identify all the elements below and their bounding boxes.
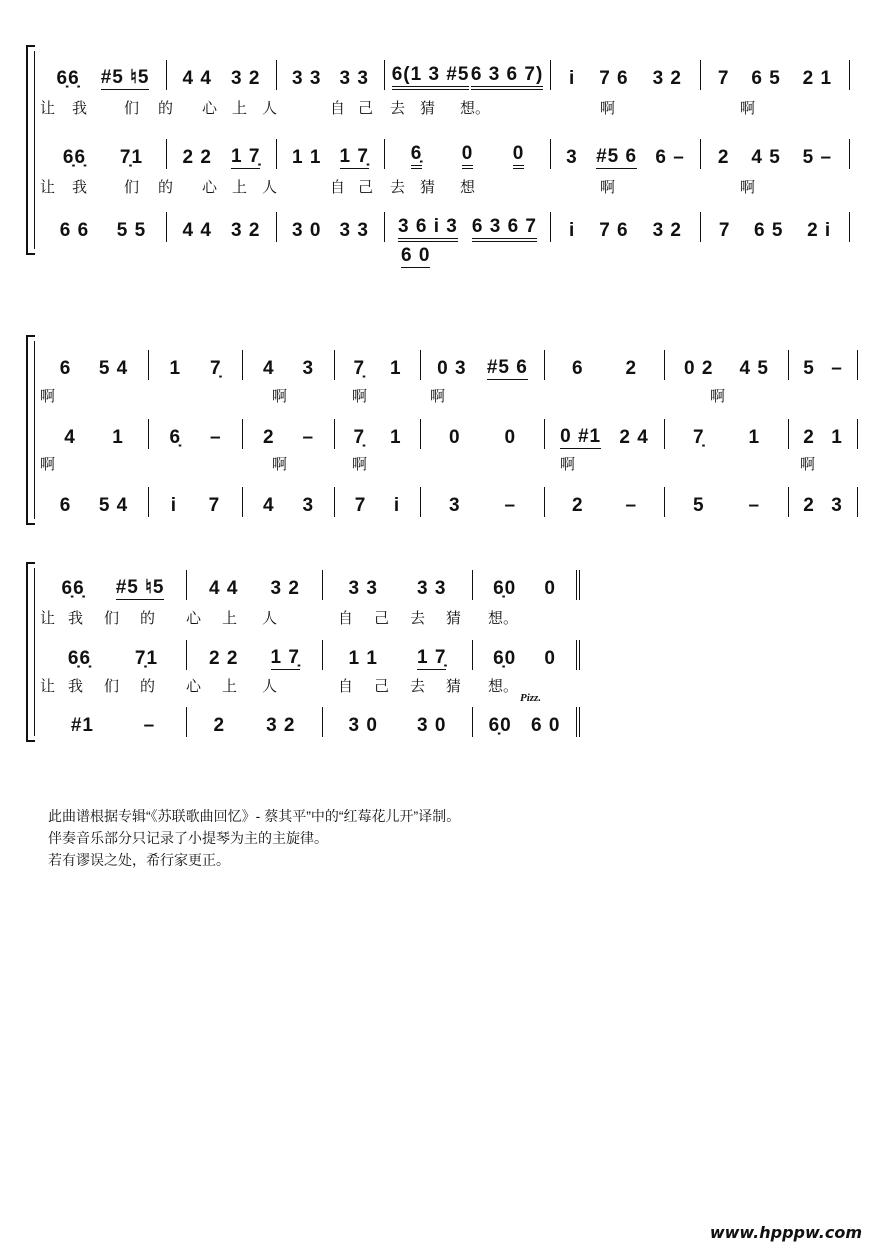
voice-row-2 [40,419,858,449]
measure [40,139,166,169]
measure [384,139,550,169]
lyric-syllable: 啊 [272,456,288,473]
measure [242,350,334,380]
measure [40,640,186,670]
measure [700,60,850,90]
lyric-syllable: 我 [68,678,84,695]
note-group: 6 6 [59,220,90,241]
lyric-syllable: 啊 [352,388,368,405]
note-group: 4 5 [739,358,769,379]
note-group: 4 4 [209,578,239,599]
lyric-syllable: 上 [222,678,238,695]
system-brace [26,562,38,742]
lyric-syllable: 啊 [740,100,756,117]
lyric-syllable: 啊 [740,179,756,196]
note-group: 6̣6̣ [61,578,85,599]
measure [40,570,186,600]
lyric-syllable: 己 [374,678,390,695]
lyric-syllable: 让 [40,100,56,117]
note-group: i [568,220,576,241]
note-group: 5 [803,358,815,379]
note-group: 4 5 [751,147,781,168]
note-group: i [568,68,576,89]
note-group: 6̣0 [488,715,512,736]
lyric-syllable: 啊 [352,456,368,473]
lyric-syllable: 啊 [272,388,288,405]
note-group: 6 5 [751,68,781,89]
lyric-syllable: 让 [40,610,56,627]
lyric-syllable: 心 [202,179,218,196]
lyric-syllable: 猜 [420,100,436,117]
lyric-syllable: 我 [72,179,88,196]
note-group: #1 [70,715,94,736]
voice-row-1 [40,350,858,380]
measure [664,487,788,517]
note-group: 3 2 [231,220,261,241]
lyric-syllable: 上 [232,100,248,117]
note-group: 3 2 [652,68,682,89]
system-brace [26,45,38,255]
lyric-syllable: 想。 [488,610,519,627]
note-group: 0 [462,143,474,169]
lyric-syllable: 想。 [460,100,491,117]
lyric-syllable: 的 [158,179,174,196]
note-group: 7 [354,495,367,516]
lyric-syllable: 去 [390,179,406,196]
lyric-syllable: 猜 [446,678,462,695]
measure [148,350,242,380]
lyric-syllable: 们 [104,678,120,695]
lyric-syllable: 自 [338,678,354,695]
note-group: 7̣ [209,358,222,379]
note-group: 2 i [807,220,832,241]
note-group: 4 4 [182,68,212,89]
measure [334,487,420,517]
measure [550,60,700,90]
note-group: #5 6 [596,146,638,167]
note-group: 6(1 3 #5 [392,64,470,90]
note-group: 6̣6̣ [67,648,92,669]
note-group: 0 [448,427,461,448]
note-group: i [170,495,178,516]
accompaniment-row [40,707,580,737]
note-group: 6 [571,358,584,379]
lyric-syllable: 们 [104,610,120,627]
note-group: 3 2 [652,220,682,241]
measure [276,139,384,169]
measure [242,419,334,449]
measure [40,707,186,737]
accompaniment-row [40,212,850,242]
note-group: 6̣ [169,427,182,448]
measure [186,640,322,670]
note-group: 6̣0 [493,648,517,669]
note-group: – [143,715,156,736]
measure [334,419,420,449]
measure [788,487,858,517]
lyric-syllable: 去 [390,100,406,117]
note-group: – [504,495,517,516]
note-group: 5 5 [116,220,147,241]
note-group: 1 1 [348,648,378,669]
voice-row-1 [40,60,850,90]
note-group: 6̣0 [493,578,517,599]
transcription-notes [48,805,460,871]
note-group: 0 [513,143,525,169]
voice-row-2 [40,640,580,670]
score-system-1 [26,45,860,265]
lyric-syllable: 心 [186,610,202,627]
note-group: 6 [59,358,72,379]
lyric-syllable: 啊 [430,388,446,405]
note-group: 3 3 [339,220,369,241]
lyric-syllable: 人 [262,610,278,627]
note-group: 4 [262,495,275,516]
note-group: 3 3 [417,578,447,599]
lyric-syllable: 上 [222,610,238,627]
note-group: – [209,427,222,448]
note-group: 3 [566,147,578,168]
extra-notes: 6 0 [401,245,431,266]
measure [334,350,420,380]
measure [550,212,700,242]
measure [420,487,544,517]
lyric-syllable: 啊 [710,388,726,405]
lyric-syllable: 自 [330,179,346,196]
note-group: 3 3 [339,68,369,89]
note-group: 0 3 [437,358,467,379]
note-group: 3 6 i 3 [398,216,458,242]
measure [322,570,472,600]
pizz-marking: Pizz. [520,692,542,704]
note-group: 0 [544,648,556,669]
note-group: 6 – [655,147,685,168]
note-group: 3 3 [292,68,322,89]
measure [384,212,550,242]
note-group: 3 3 [348,578,378,599]
note-line-3: 若有谬误之处，希行家更正。 [48,852,230,868]
note-group: 2 [213,715,226,736]
measure [148,419,242,449]
note-group: 4 4 [182,220,212,241]
note-group: i [393,495,401,516]
note-group: 5 4 [98,358,129,379]
note-group: 3 0 [348,715,378,736]
note-group: 2 [262,427,275,448]
measure [40,487,148,517]
measure [166,60,276,90]
measure [276,212,384,242]
measure [40,419,148,449]
note-group: 6 5 [754,220,784,241]
note-group: 7̣ [692,427,705,448]
note-group: 7̣ [353,358,366,379]
lyric-syllable: 的 [140,610,156,627]
measure [322,707,472,737]
note-group: 4 [64,427,76,448]
note-group: 2 1 [802,68,833,89]
note-group: 3 2 [231,68,261,89]
system-brace [26,335,38,525]
measure [788,350,858,380]
lyric-syllable: 自 [338,610,354,627]
note-group: 7 6 [599,220,629,241]
lyric-syllable: 让 [40,179,56,196]
measure [420,350,544,380]
measure [186,707,322,737]
lyric-syllable: 猜 [420,179,436,196]
lyric-syllable: 猜 [446,610,462,627]
lyric-syllable: 己 [358,100,374,117]
note-group: 2 [803,427,815,448]
note-group: #5 ♮5 [115,577,165,598]
note-group: 6 3 6 7) [471,64,543,90]
voice-row-1 [40,570,580,600]
note-group: #5 ♮5 [100,67,150,88]
note-group: – [831,358,843,379]
note-group: 1 [389,358,402,379]
lyric-syllable: 啊 [560,456,576,473]
note-group: 1 7̣ [231,146,261,167]
lyric-syllable: 己 [358,179,374,196]
lyric-syllable: 们 [124,100,140,117]
note-group: 3 [448,495,461,516]
lyric-syllable: 啊 [40,388,56,405]
lyric-syllable: 人 [262,179,278,196]
note-group: 0 [504,427,517,448]
note-group: 3 [302,495,315,516]
measure [276,60,384,90]
note-group: 6̣6̣ [56,68,80,89]
note-group: 5 [692,495,705,516]
note-group: 1 1 [292,147,322,168]
measure [472,707,580,737]
note-group: 6 0 [530,715,561,736]
lyric-syllable: 想。 [488,678,519,695]
measure [40,60,166,90]
lyric-syllable: 让 [40,678,56,695]
lyric-syllable: 我 [72,100,88,117]
note-group: 3 [831,495,843,516]
measure [166,139,276,169]
lyric-syllable: 去 [410,678,426,695]
measure [664,419,788,449]
site-watermark: www.hpppw.com [709,1223,862,1242]
measure [186,570,322,600]
measure [322,640,472,670]
accompaniment-row [40,487,858,517]
note-line-1: 此曲谱根据专辑“《苏联歌曲回忆》- 蔡其平”中的“红莓花儿开”译制。 [48,808,461,824]
note-group: 7̣ [353,427,366,448]
note-group: 1 [169,358,182,379]
lyric-syllable: 人 [262,678,278,695]
measure [420,419,544,449]
note-group: 0 #1 [560,426,602,447]
lyric-syllable: 心 [186,678,202,695]
note-group: 5 4 [98,495,129,516]
lyric-syllable: 我 [68,610,84,627]
note-group: 3 0 [417,715,447,736]
note-group: 3 2 [266,715,296,736]
note-group: – [302,427,315,448]
measure [472,640,580,670]
note-group: 2 [571,495,584,516]
lyric-syllable: 去 [410,610,426,627]
lyric-syllable: 啊 [600,179,616,196]
note-group: 1 [748,427,761,448]
note-group: 1 [831,427,843,448]
lyric-syllable: 想 [460,179,476,196]
note-group: 1 7̣ [339,146,369,167]
voice-row-2 [40,139,850,169]
note-group: 1 [112,427,124,448]
measure [384,60,550,90]
note-group: 2 2 [182,147,212,168]
note-group: 7̣1 [134,648,159,669]
note-group: 7 6 [599,68,629,89]
note-group: 4 [262,358,275,379]
lyric-syllable: 上 [232,179,248,196]
note-group: #5 6 [486,357,528,378]
measure [472,570,580,600]
note-group: 7 [717,68,730,89]
note-group: 2 4 [619,427,649,448]
note-group: 2 [803,495,815,516]
note-group: – [748,495,761,516]
note-group: 7 [718,220,731,241]
note-group: 2 2 [209,648,239,669]
note-group: 1 [389,427,402,448]
measure [544,419,664,449]
measure [664,350,788,380]
note-group: 0 2 [684,358,714,379]
note-group: 3 2 [270,578,300,599]
note-group: 5 – [802,147,833,168]
lyric-syllable: 己 [374,610,390,627]
lyric-syllable: 的 [158,100,174,117]
score-system-3 [26,562,586,752]
note-group: 6 [59,495,72,516]
measure [788,419,858,449]
note-group: 6̣ [411,143,423,169]
lyric-syllable: 啊 [40,456,56,473]
lyric-syllable: 啊 [800,456,816,473]
measure [700,212,850,242]
note-group: – [625,495,638,516]
lyric-syllable: 们 [124,179,140,196]
measure [166,212,276,242]
note-group: 7̣1 [119,147,144,168]
note-group: 2 [625,358,638,379]
note-group: 3 [302,358,315,379]
measure [544,487,664,517]
measure [242,487,334,517]
note-group: 1 7̣ [417,647,447,668]
measure [700,139,850,169]
note-group: 7 [208,495,221,516]
measure [550,139,700,169]
lyric-syllable: 啊 [600,100,616,117]
note-group: 1 7̣ [270,647,300,668]
note-group: 6̣6̣ [62,147,87,168]
measure [40,350,148,380]
note-line-2: 伴奏音乐部分只记录了小提琴为主的主旋律。 [48,830,328,846]
note-group: 3 0 [292,220,322,241]
note-group: 0 [544,578,556,599]
lyric-syllable: 人 [262,100,278,117]
note-group: 2 [717,147,730,168]
measure [148,487,242,517]
measure [544,350,664,380]
lyric-syllable: 自 [330,100,346,117]
lyric-syllable: 心 [202,100,218,117]
measure [40,212,166,242]
score-system-2 [26,335,860,535]
lyric-syllable: 的 [140,678,156,695]
note-group: 6 3 6 7 [472,216,537,242]
